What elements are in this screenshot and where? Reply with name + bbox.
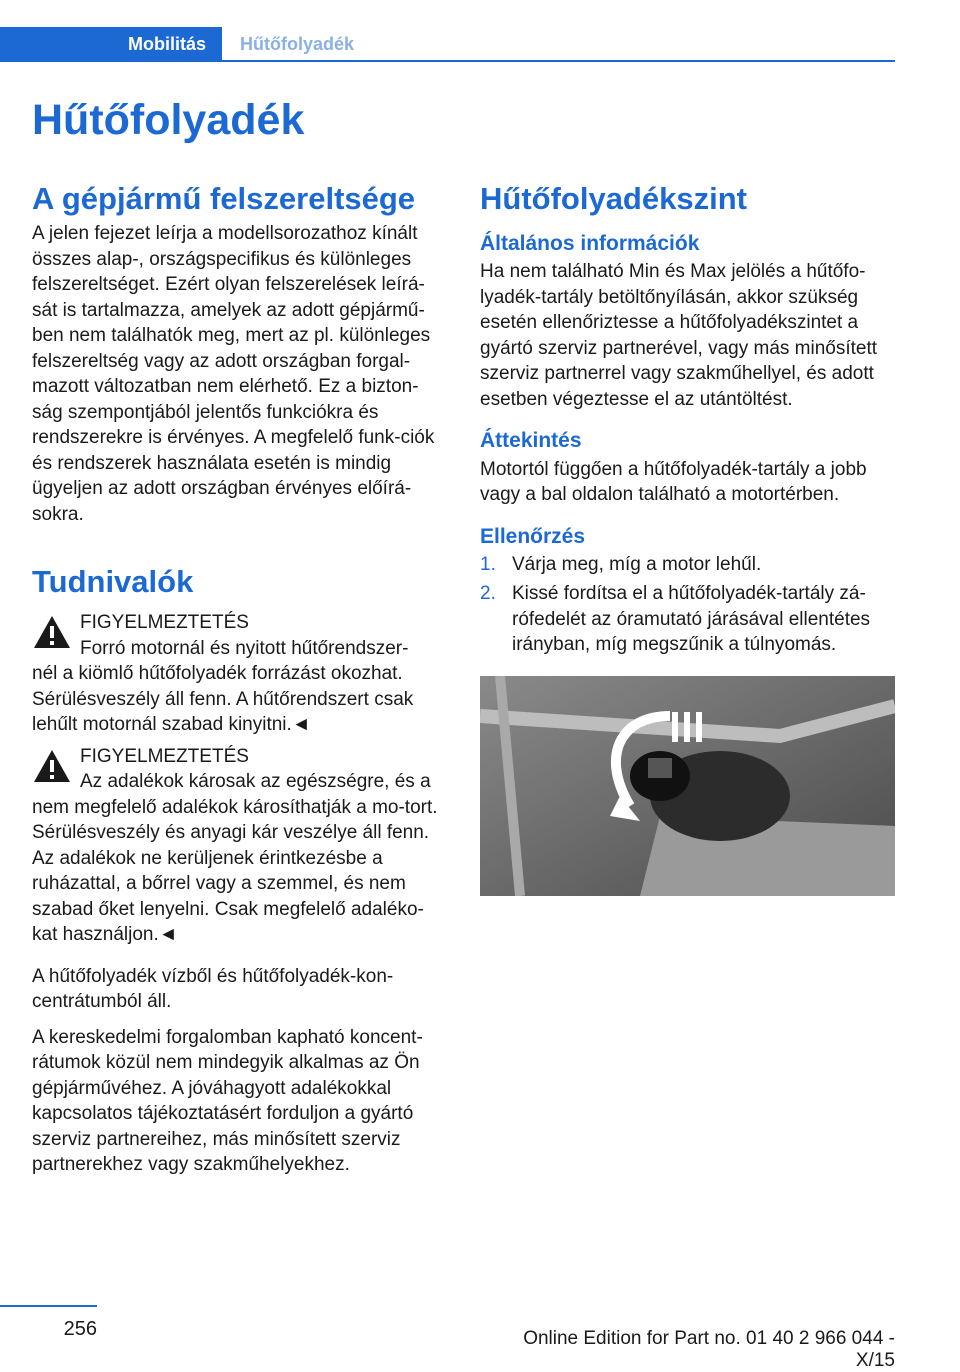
right-column [480, 180, 896, 901]
breadcrumb[interactable]: Hűtőfolyadék [240, 34, 355, 54]
warning-first-line: Forró motornál és nyitott hűtőrendszer- [80, 637, 409, 659]
list-item [480, 581, 896, 658]
paragraph-equipment: A jelen fejezet leírja a modellsorozathoz kínált összes alap-, országspecifikus és különleges felszereltséget. Ezért olyan felszerelések leírá-sát is tartalmazza, amelyek az adott gépjármű-ben nem találhatók meg, mert az pl. különleges felszereltség vagy az adott országban forgal-mazott változatban nem elérhető. Ez a bizton-ság szempontjából jelentős funkciókra és rendszerekre is érvényes. A megfelelő funk-ciók és rendszerek használata esetén is mindig ügyeljen az adott országban érvényes előírá-sokra. [32, 223, 435, 525]
warning-icon [32, 748, 72, 784]
coolant-reservoir-photo [480, 676, 895, 896]
paragraph-concentrates: A kereskedelmi forgalomban kapható koncent-rátumok közül nem mindegyik alkalmas az Ön gépjárművéhez. A jóváhagyott adalékokkal kapcsolatos tájékoztatásért forduljon a gyártó szerviz partnereihez, más minősített szerviz partnerekhez vagy szakműhelyekhez. [32, 1026, 423, 1176]
warning-block-1 [32, 610, 448, 738]
heading-check: Ellenőrzés [480, 524, 586, 548]
page-title: Hűtőfolyadék [32, 96, 305, 144]
warning-icon [32, 614, 72, 650]
heading-general-info: Általános információk [480, 232, 700, 256]
page-number: 256 [63, 1318, 97, 1340]
check-steps [480, 552, 896, 658]
heading-overview: Áttekintés [480, 429, 582, 453]
footer-rule [0, 1305, 97, 1307]
left-column [32, 180, 448, 1178]
section-tab[interactable]: Mobilitás [127, 34, 206, 54]
heading-coolant-level: Hűtőfolyadékszint [480, 181, 747, 216]
warning-label: FIGYELMEZTETÉS [80, 745, 249, 767]
edition-note: Online Edition for Part no. 01 40 2 966 044 - X/15 [523, 1328, 895, 1371]
header-rule [222, 60, 895, 62]
paragraph-overview: Motortól függően a hűtőfolyadék-tartály a jobb vagy a bal oldalon található a motortérben. [480, 458, 867, 506]
paragraph-composition: A hűtőfolyadék vízből és hűtőfolyadék-kon-centrátumból áll. [32, 965, 394, 1013]
warning-text: nem megfelelő adalékok károsíthatják a mo-tort. Sérülésveszély és anyagi kár veszélye áll fenn. Az adalékok ne kerüljenek érintkezésbe a ruházattal, a bőrrel vagy a szemmel, és nem szabad őket lenyelni. Csak megfelelő adaléko-kat használjon.◄ [32, 796, 438, 946]
step-number: 1. [480, 553, 496, 575]
warning-label: FIGYELMEZTETÉS [80, 612, 249, 634]
heading-notes: Tudnivalók [32, 564, 194, 600]
warning-block-2 [32, 744, 448, 948]
step-text: Kissé fordítsa el a hűtőfolyadék-tartály zá-rófedelét az óramutató járásával ellentétes irányban, míg megszűnik a túlnyomás. [512, 583, 871, 656]
step-text: Várja meg, míg a motor lehűl. [512, 553, 762, 575]
paragraph-general-info: Ha nem található Min és Max jelölés a hűtőfo-lyadék-tartály betöltőnyílásán, akkor szükség esetén ellenőriztesse a hűtőfolyadékszintet a gyártó szerviz partnerével, vagy más minősített szerviz partnerrel vagy szakműhellyel, és adott esetben végeztesse el az utántöltést. [480, 261, 878, 410]
step-number: 2. [480, 583, 496, 605]
list-item [480, 552, 896, 578]
warning-first-line: Az adalékok károsak az egészségre, és a [80, 771, 431, 793]
warning-text: nél a kiömlő hűtőfolyadék forrázást okozhat. Sérülésveszély áll fenn. A hűtőrendszert csak lehűlt motornál szabad kinyitni.◄ [32, 663, 414, 736]
heading-equipment: A gépjármű felszereltsége [32, 181, 416, 216]
header-bar [0, 27, 895, 62]
